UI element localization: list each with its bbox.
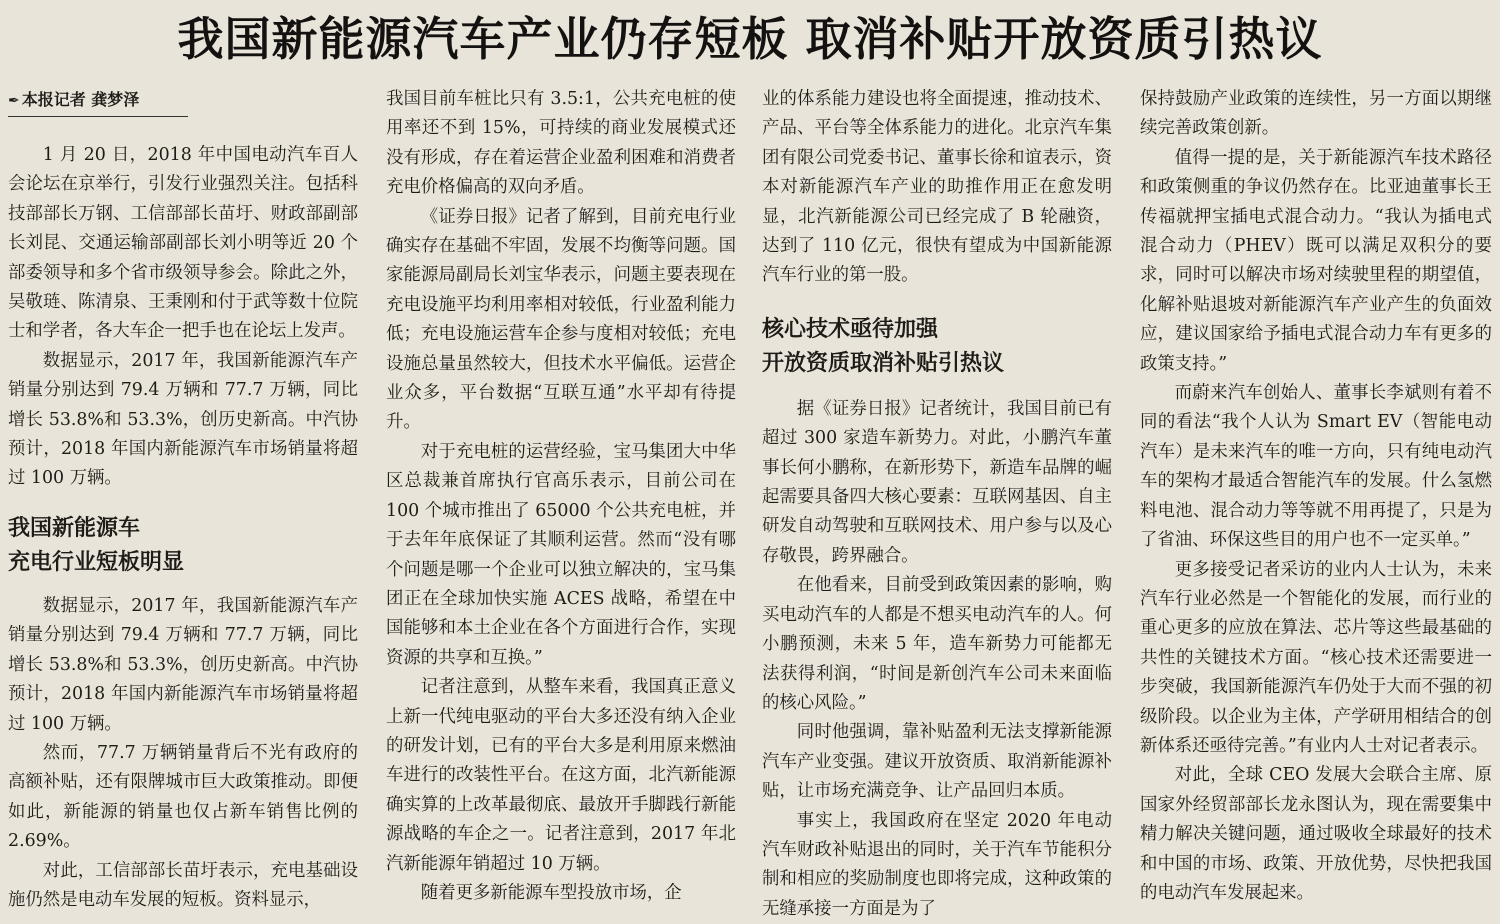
subhead-line: 核心技术亟待加强 [762,316,939,342]
paragraph: 对此，全球 CEO 发展大会联合主席、原国家外经贸部部长龙永图认为，现在需要集中精力解决关键问题，通过吸收全球最好的技术和中国的市场、政策、开放优势，尽快把我国的电动汽车发展起来。 [1140,765,1492,903]
paragraph: 保持鼓励产业政策的连续性，另一方面以期继续完善政策创新。 [1140,89,1492,139]
subhead-line: 充电行业短板明显 [8,549,185,575]
paragraph: 而蔚来汽车创始人、董事长李斌则有着不同的看法“我个人认为 Smart EV（智能电动汽车）是未来汽车的唯一方向，只有纯电动汽车的架构才最适合智能汽车的发展。什么氢燃料电池、混合动力等等就不用再提了，只是为了省油、环保这些目的用户也不一定买单。” [1140,383,1492,551]
section-subhead [8,512,358,580]
pen-icon: ✒ [8,93,20,109]
article-column-4 [1140,85,1492,902]
paragraph: 数据显示，2017 年，我国新能源汽车产销量分别达到 79.4 万辆和 77.7 万辆，同比增长 53.8%和 53.3%，创历史新高。中汽协预计，2018 年国内新能源汽车市场销量将超过 100 万辆。 [8,350,358,489]
subhead-line: 开放资质取消补贴引热议 [762,350,1005,376]
paragraph: 据《证券日报》记者统计，我国目前已有超过 300 家造车新势力。对此，小鹏汽车董事长何小鹏称，在新形势下，新造车品牌的崛起需要具备四大核心要素：互联网基因、自主研发自动驾驶和互联网技术、用户参与以及心存敬畏，跨界融合。 [762,398,1112,566]
paragraph: 在他看来，目前受到政策因素的影响，购买电动汽车的人都是不想买电动汽车的人。何小鹏预测，未来 5 年，造车新势力可能都无法获得利润，“时间是新创汽车公司未来面临的核心风险。” [762,575,1112,713]
paragraph: 值得一提的是，关于新能源汽车技术路径和政策侧重的争议仍然存在。比亚迪董事长王传福就押宝插电式混合动力。“我认为插电式混合动力（PHEV）既可以满足双积分的要求，同时可以解决市场对续驶里程的期望值，化解补贴退坡对新能源汽车产业产生的负面效应，建议国家给予插电式混合动力车有更多的政策支持。” [1140,147,1492,374]
subhead-line: 我国新能源车 [8,515,141,541]
paragraph: 我国目前车桩比只有 3.5:1，公共充电桩的使用率还不到 15%，可持续的商业发展模式还没有形成，存在着运营企业盈利困难和消费者充电价格偏高的双向矛盾。 [386,89,736,198]
paragraph: 随着更多新能源车型投放市场，企 [420,882,682,903]
article-column-2 [386,85,736,902]
paragraph: 《证券日报》记者了解到，目前充电行业确实存在基础不牢固，发展不均衡等问题。国家能源局副局长刘宝华表示，问题主要表现在充电设施平均利用率相对较低，行业盈利能力低；充电设施运营车企参与度相对较低；充电设施总量虽然较大，但技术水平偏低。运营企业众多，平台数据“互联互通”水平却有待提升。 [386,206,736,433]
byline [8,85,188,117]
section-subhead [762,313,1112,381]
paragraph: 数据显示，2017 年，我国新能源汽车产销量分别达到 79.4 万辆和 77.7 万辆，同比增长 53.8%和 53.3%，创历史新高。中汽协预计，2018 年国内新能源汽车市场销量将超过 100 万辆。 [8,595,358,734]
paragraph: 更多接受记者采访的业内人士认为，未来汽车行业必然是一个智能化的发展，而行业的重心更多的应放在算法、芯片等这些最基础的共性的关键技术方面。“核心技术还需要进一步突破，我国新能源汽车仍处于大而不强的初级阶段。以企业为主体，产学研用相结合的创新体系还亟待完善。”有业内人士对记者表示。 [1140,559,1492,756]
byline-text: 本报记者 龚梦泽 [21,90,140,109]
paragraph: 对于充电桩的运营经验，宝马集团大中华区总裁兼首席执行官高乐表示，目前公司在 100 个城市推出了 65000 个公共充电桩，并于去年年底保证了其顺利运营。然而“没有哪个问题是哪一个企业可以独立解决的，宝马集团正在全球加快实施 ACES 战略，希望在中国能够和本土企业在各个方面进行合作，实现资源的共享和互换。” [386,441,736,668]
paragraph: 对此，工信部部长苗圩表示，充电基础设施仍然是电动车发展的短板。资料显示， [8,860,358,910]
paragraph: 同时他强调，靠补贴盈利无法支撑新能源汽车产业变强。建议开放资质、取消新能源补贴，让市场充满竞争、让产品回归本质。 [762,722,1112,802]
paragraph: 事实上，我国政府在坚定 2020 年电动汽车财政补贴退出的同时，关于汽车节能积分制和相应的奖励制度也即将完成，这种政策的无缝承接一方面是为了 [762,810,1112,919]
paragraph: 然而，77.7 万辆销量背后不光有政府的高额补贴，还有限牌城市巨大政策推动。即便如此，新能源的销量也仅占新车销售比例的 2.69%。 [8,742,358,852]
paragraph: 1 月 20 日，2018 年中国电动汽车百人会论坛在京举行，引发行业强烈关注。包括科技部部长万钢、工信部部长苗圩、财政部副部长刘昆、交通运输部副部长刘小明等近 20 个部委领导和多个省市级领导参会。除此之外，吴敬琏、陈清泉、王秉刚和付于武等数十位院士和学者，各大车企一把手也在论坛上发声。 [8,145,358,342]
article-column-1 [8,85,358,910]
article-headline: 我国新能源汽车产业仍存短板 取消补贴开放资质引热议 [177,12,1323,66]
article-column-3 [762,85,1112,919]
paragraph: 业的体系能力建设也将全面提速，推动技术、产品、平台等全体系能力的进化。北京汽车集团有限公司党委书记、董事长徐和谊表示，资本对新能源汽车产业的助推作用正在愈发明显，北汽新能源公司已经完成了 B 轮融资，达到了 110 亿元，很快有望成为中国新能源汽车行业的第一股。 [762,89,1112,286]
paragraph: 记者注意到，从整车来看，我国真正意义上新一代纯电驱动的平台大多还没有纳入企业的研发计划，已有的平台大多是利用原来燃油车进行的改装性平台。在这方面，北汽新能源确实算的上改革最彻底、最放开手脚践行新能源战略的车企之一。记者注意到，2017 年北汽新能源年销超过 10 万辆。 [386,677,736,874]
